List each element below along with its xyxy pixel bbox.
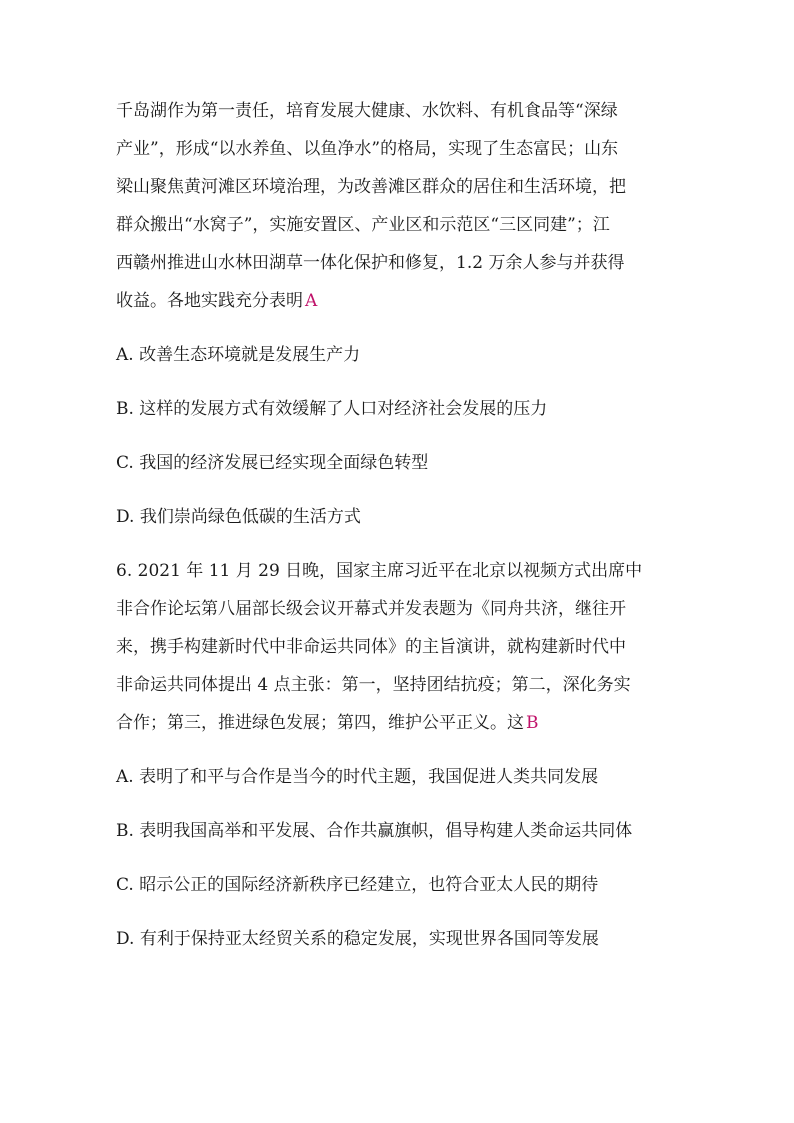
question-5-option-b: B. 这样的发展方式有效缓解了人口对经济社会发展的压力 xyxy=(116,399,548,419)
question-5-option-c: C. 我国的经济发展已经实现全面绿色转型 xyxy=(116,453,429,473)
question-6-line: 非合作论坛第八届部长级会议开幕式并发表题为《同舟共济，继往开 xyxy=(116,599,626,619)
document-page xyxy=(116,92,686,974)
question-6-option-b: B. 表明我国高举和平发展、合作共赢旗帜，倡导构建人类命运共同体 xyxy=(116,821,633,841)
question-6-option-c: C. 昭示公正的国际经济新秩序已经建立，也符合亚太人民的期待 xyxy=(116,875,599,895)
question-5-option-d: D. 我们崇尚绿色低碳的生活方式 xyxy=(116,507,361,527)
question-5-line: 梁山聚焦黄河滩区环境治理，为改善滩区群众的居住和生活环境，把 xyxy=(116,177,626,197)
question-5-answer: A xyxy=(305,291,318,311)
question-5-line: 西赣州推进山水林田湖草一体化保护和修复，1.2 万余人参与并获得 xyxy=(116,253,625,273)
question-6-line: 来，携手构建新时代中非命运共同体》的主旨演讲，就构建新时代中 xyxy=(116,637,626,657)
question-6-line-text: 合作；第三，推进绿色发展；第四，维护公平正义。这 xyxy=(116,713,524,733)
question-5 xyxy=(116,92,686,536)
question-5-option-a: A. 改善生态环境就是发展生产力 xyxy=(116,345,361,365)
question-5-line: 产业”，形成“以水养鱼、以鱼净水”的格局，实现了生态富民；山东 xyxy=(116,139,619,159)
question-6-answer: B xyxy=(526,713,539,733)
question-5-line-text: 收益。各地实践充分表明 xyxy=(116,291,303,311)
question-6-last-line xyxy=(116,704,686,742)
question-6-line: 6. 2021 年 11 月 29 日晚，国家主席习近平在北京以视频方式出席中 xyxy=(116,561,643,581)
question-5-last-line xyxy=(116,282,686,320)
question-5-line: 千岛湖作为第一责任，培育发展大健康、水饮料、有机食品等“深绿 xyxy=(116,101,618,121)
question-6-option-d: D. 有利于保持亚太经贸关系的稳定发展，实现世界各国同等发展 xyxy=(116,929,599,949)
question-6 xyxy=(116,552,686,958)
question-5-line: 群众搬出“水窝子”，实施安置区、产业区和示范区“三区同建”；江 xyxy=(116,215,610,235)
question-6-option-a: A. 表明了和平与合作是当今的时代主题，我国促进人类共同发展 xyxy=(116,767,599,787)
question-6-line: 非命运共同体提出 4 点主张：第一，坚持团结抗疫；第二，深化务实 xyxy=(116,675,631,695)
